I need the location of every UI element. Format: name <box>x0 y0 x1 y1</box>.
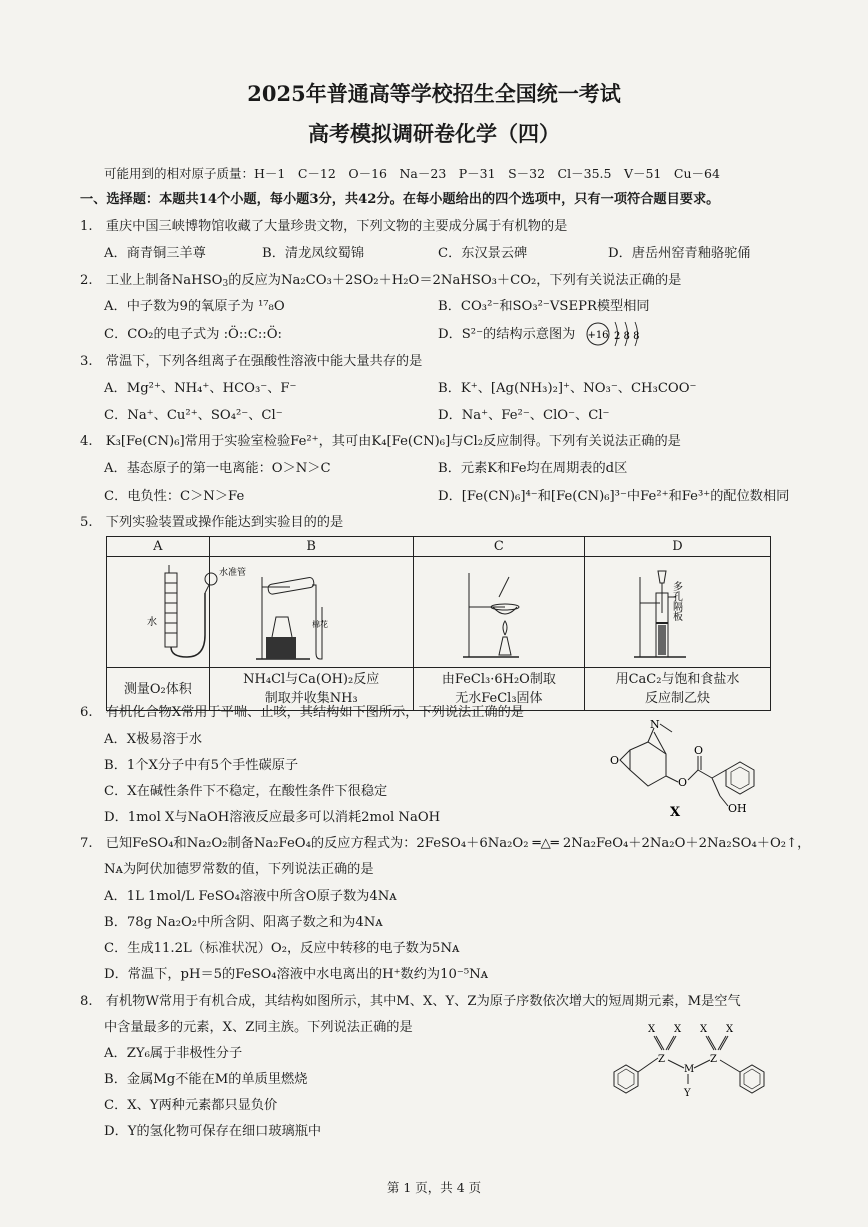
q6-option-c: C．X在碱性条件下不稳定，在酸性条件下很稳定 <box>104 784 388 799</box>
ammonia-apparatus <box>250 567 340 663</box>
sulfide-ion-diagram <box>585 318 655 348</box>
caption-b: NH₄Cl与Ca(OH)₂反应 制取并收集NH₃ <box>209 668 413 711</box>
q2-option-d: D．S²⁻的结构示意图为 <box>438 327 576 342</box>
q8-stem-2: 中含量最多的元素，X、Z同主族。下列说法正确的是 <box>104 1020 413 1035</box>
q1-option-b: B．清龙凤纹蜀锦 <box>262 246 365 261</box>
q4-option-b: B．元素K和Fe均在周期表的d区 <box>438 461 628 476</box>
q6-option-d: D．1mol X与NaOH溶液反应最多可以消耗2mol NaOH <box>104 810 441 825</box>
q7-option-b: B．78g Na₂O₂中所含阴、阳离子数之和为4Nᴀ <box>104 915 383 930</box>
q7-option-c: C．生成11.2L（标准状况）O₂，反应中转移的电子数为5Nᴀ <box>104 941 460 956</box>
section-header: 一、选择题：本题共14个小题，每小题3分，共42分。在每小题给出的四个选项中，只有一项符合题目要求。 <box>80 192 720 207</box>
level-tube-label: 水准管 <box>219 568 247 578</box>
q7-option-a: A．1L 1mol/L FeSO₄溶液中所含O原子数为4Nᴀ <box>104 889 397 904</box>
acetylene-apparatus <box>630 563 720 663</box>
q6-option-b: B．1个X分子中有5个手性碳原子 <box>104 758 299 773</box>
q1-option-d: D．唐岳州窑青釉骆驼俑 <box>608 246 751 261</box>
q8-option-d: D．Y的氢化物可保存在细口玻璃瓶中 <box>104 1124 322 1139</box>
q8-option-c: C．X、Y两种元素都只显负价 <box>104 1098 278 1113</box>
apparatus-d-cell <box>584 557 770 668</box>
q4-option-d: D．[Fe(CN)₆]⁴⁻和[Fe(CN)₆]³⁻中Fe²⁺和Fe³⁺的配位数相同 <box>438 489 790 504</box>
q3-option-a: A．Mg²⁺、NH₄⁺、HCO₃⁻、F⁻ <box>104 381 297 396</box>
svg-text:Y: Y <box>684 1088 691 1099</box>
q8-stem-1: 8. 有机物W常用于有机合成，其结构如图所示，其中M、X、Y、Z为原子序数依次增大的短周期元素，M是空气 <box>80 994 741 1009</box>
atomic-masses: 可能用到的相对原子质量：H－1 C－12 O－16 Na－23 P－31 S－32 Cl－35.5 V－51 Cu－64 <box>104 166 720 181</box>
q2-option-b: B．CO₃²⁻和SO₃²⁻VSEPR模型相同 <box>438 299 650 314</box>
q1-option-c: C．东汉景云碑 <box>438 246 528 261</box>
caption-d: 用CaC₂与饱和食盐水 反应制乙炔 <box>584 668 770 711</box>
shell-electrons: 2 8 8 <box>614 331 640 342</box>
q2-option-c: C．CO₂的电子式为 :Ö::C::Ö: <box>104 327 282 342</box>
caption-a: 测量O₂体积 <box>107 668 210 711</box>
svg-text:X: X <box>700 1024 708 1035</box>
q7-option-d: D．常温下，pH＝5的FeSO₄溶液中水电离出的H⁺数约为10⁻⁵Nᴀ <box>104 967 489 982</box>
q6-option-a: A．X极易溶于水 <box>104 732 203 747</box>
svg-text:X: X <box>648 1024 656 1035</box>
q4-stem: 4. K₃[Fe(CN)₆]常用于实验室检验Fe²⁺，其可由K₄[Fe(CN)₆]与Cl₂反应制得。下列有关说法正确的是 <box>80 434 681 449</box>
q3-option-d: D．Na⁺、Fe²⁻、ClO⁻、Cl⁻ <box>438 408 610 423</box>
q7-stem-2: Nᴀ为阿伏加德罗常数的值，下列说法正确的是 <box>104 862 374 877</box>
q2-option-a: A．中子数为9的氧原子为 ¹⁷₈O <box>104 299 285 314</box>
compound-w-structure <box>610 1020 790 1100</box>
header-c: C <box>413 537 584 557</box>
q8-option-b: B．金属Mg不能在M的单质里燃烧 <box>104 1072 308 1087</box>
exam-subtitle: 高考模拟调研卷化学（四） <box>308 121 560 146</box>
caption-c: 由FeCl₃·6H₂O制取 无水FeCl₃固体 <box>413 668 584 711</box>
page-footer: 第 1 页，共 4 页 <box>386 1180 482 1195</box>
q6-stem: 6. 有机化合物X常用于平喘、止咳，其结构如下图所示，下列说法正确的是 <box>80 705 524 720</box>
svg-text:Z: Z <box>710 1054 717 1065</box>
svg-text:Z: Z <box>658 1054 665 1065</box>
svg-text:X: X <box>674 1024 682 1035</box>
q2-stem: 2. 工业上制备NaHSO$_3$的反应为Na₂CO₃＋2SO₂＋H₂O＝2NaHSO₃＋CO₂，下列有关说法正确的是 <box>80 273 682 289</box>
q4-option-a: A．基态原子的第一电离能：O＞N＞C <box>104 461 331 476</box>
water-label: 水 <box>147 617 157 628</box>
q8-option-a: A．ZY₆属于非极性分子 <box>104 1046 243 1061</box>
compound-x-label: X <box>670 805 681 820</box>
q1-stem: 1. 重庆中国三峡博物馆收藏了大量珍贵文物，下列文物的主要成分属于有机物的是 <box>80 219 568 234</box>
svg-text:O: O <box>678 776 688 789</box>
q2-stem-post: 的反应为Na₂CO₃＋2SO₂＋H₂O＝2NaHSO₃＋CO₂，下列有关说法正确的是 <box>228 273 682 288</box>
q3-option-c: C．Na⁺、Cu²⁺、SO₄²⁻、Cl⁻ <box>104 408 283 423</box>
svg-text:X: X <box>726 1024 734 1035</box>
header-d: D <box>584 537 770 557</box>
evaporation-apparatus <box>459 567 539 663</box>
q5-stem: 5. 下列实验装置或操作能达到实验目的的是 <box>80 515 344 530</box>
apparatus-c-cell <box>413 557 584 668</box>
q7-stem-1: 7. 已知FeSO₄和Na₂O₂制备Na₂FeO₄的反应方程式为：2FeSO₄＋6Na₂O₂ ═△═ 2Na₂FeO₄＋2Na₂O＋2Na₂SO₄＋O₂↑， <box>80 836 811 851</box>
svg-text:M: M <box>684 1064 695 1075</box>
apparatus-b-cell <box>209 557 413 668</box>
svg-text:O: O <box>694 744 704 757</box>
nucleus-label: +16 <box>587 330 609 341</box>
header-b: B <box>209 537 413 557</box>
exam-title: 2025年普通高等学校招生全国统一考试 <box>247 81 621 106</box>
experiment-table <box>106 536 771 711</box>
q3-stem: 3. 常温下，下列各组离子在强酸性溶液中能大量共存的是 <box>80 354 423 369</box>
q3-option-b: B．K⁺、[Ag(NH₃)₂]⁺、NO₃⁻、CH₃COO⁻ <box>438 381 697 396</box>
q4-option-c: C．电负性：C＞N＞Fe <box>104 489 245 504</box>
svg-text:N: N <box>650 718 660 731</box>
svg-text:O: O <box>610 754 620 767</box>
q2-stem-pre: 2. 工业上制备NaHSO <box>80 273 223 288</box>
cotton-label: 棉花 <box>311 620 328 629</box>
hydroxyl-label: OH <box>728 802 747 815</box>
q1-option-a: A．商青铜三羊尊 <box>104 246 206 261</box>
header-a: A <box>107 537 210 557</box>
scopolamine-structure <box>610 720 790 820</box>
apparatus-a-cell <box>107 557 247 668</box>
porous-plate-label: 多孔隔板 <box>670 581 682 621</box>
